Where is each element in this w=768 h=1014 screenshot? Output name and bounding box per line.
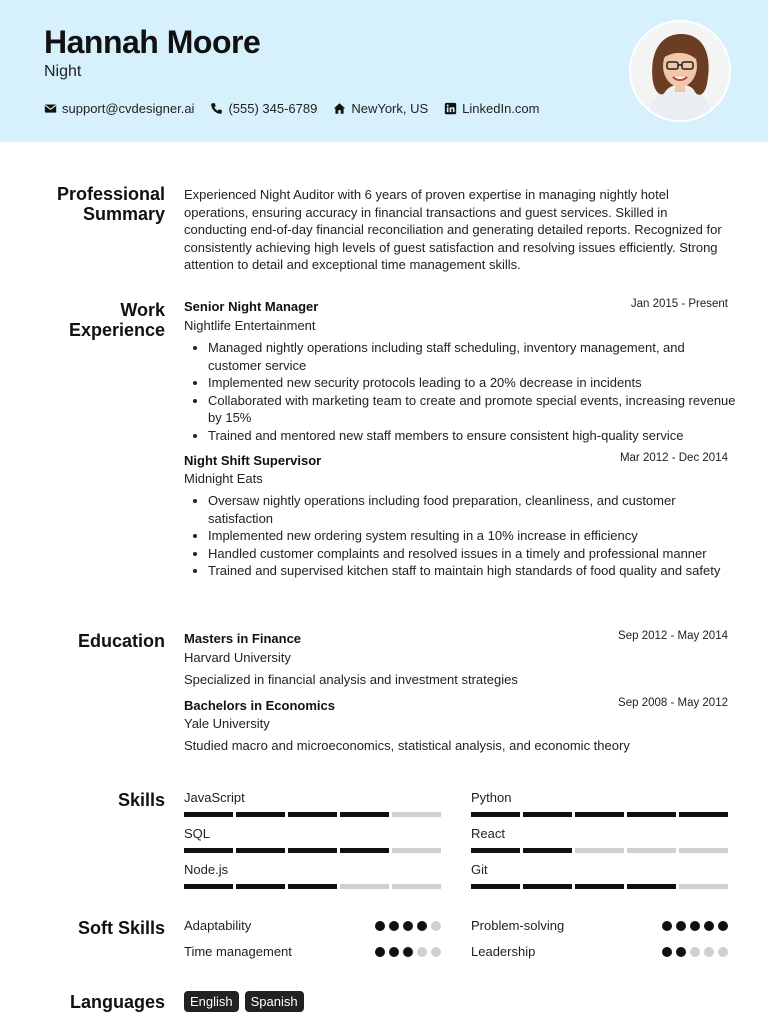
soft-skill-name: Problem-solving xyxy=(471,918,565,933)
skill-level-segment xyxy=(679,884,728,889)
skill-level-segment xyxy=(236,884,285,889)
rating-dot xyxy=(690,947,700,957)
education-date: Sep 2012 - May 2014 xyxy=(618,630,728,642)
education-description: Specialized in financial analysis and investment strategies xyxy=(184,672,518,687)
skill-level-bar xyxy=(184,884,441,889)
profile-photo xyxy=(629,20,731,122)
rating-dot xyxy=(417,947,427,957)
linkedin-icon xyxy=(444,102,457,115)
skill-item xyxy=(184,862,441,889)
skill-level-segment xyxy=(392,884,441,889)
summary-text: Experienced Night Auditor with 6 years of proven expertise in managing nightly hotel operations, ensuring accuracy in financial transactions and guest services. Skilled in conducting end-of-day financial reconciliation and generating detailed reports. Recognized for consistently achieving high levels of guest satisfaction and resolving issues efficiently. Strong attention to detail and exceptional time management skills. xyxy=(184,187,722,272)
job-bullets xyxy=(190,339,738,444)
skill-level-bar xyxy=(184,848,441,853)
rating-dot xyxy=(718,947,728,957)
skill-item xyxy=(184,790,441,817)
summary-title-line-2: Summary xyxy=(82,204,165,224)
soft-skill-item xyxy=(184,918,441,933)
soft-skill-item xyxy=(471,944,728,959)
list-item: • Handled customer complaints and resolved issues in a timely and professional manner xyxy=(208,545,738,563)
skill-item xyxy=(471,862,728,889)
skills-section-title: Skills xyxy=(117,790,165,810)
rating-dot xyxy=(389,947,399,957)
skill-item xyxy=(184,826,441,853)
skill-level-segment xyxy=(288,884,337,889)
portrait-illustration xyxy=(631,22,729,120)
contact-email[interactable] xyxy=(44,101,194,116)
language-tag: Spanish xyxy=(245,991,304,1012)
skill-name: SQL xyxy=(184,826,211,841)
list-item: • Implemented new security protocols leading to a 20% decrease in incidents xyxy=(208,374,738,392)
education-date: Sep 2008 - May 2012 xyxy=(618,697,728,709)
job-date: Jan 2015 - Present xyxy=(630,298,728,310)
skill-level-segment xyxy=(575,848,624,853)
summary-title-line-1: Professional xyxy=(56,184,165,204)
rating-dot xyxy=(431,921,441,931)
phone-text: (555) 345-6789 xyxy=(228,101,318,116)
rating-dot xyxy=(417,921,427,931)
rating-dot xyxy=(662,947,672,957)
language-list xyxy=(184,991,304,1012)
skill-level-bar xyxy=(471,884,728,889)
location-text: NewYork, US xyxy=(351,101,429,116)
list-item: • Managed nightly operations including staff scheduling, inventory management, and customer service xyxy=(208,339,738,374)
skill-level-segment xyxy=(523,848,572,853)
skill-level-bar xyxy=(471,848,728,853)
list-item: • Trained and supervised kitchen staff to maintain high standards of food quality and safety xyxy=(208,562,738,580)
rating-dot xyxy=(676,947,686,957)
soft-skill-item xyxy=(471,918,728,933)
list-item: • Collaborated with marketing team to create and promote special events, increasing revenue by 15% xyxy=(208,392,738,427)
rating-dot xyxy=(662,921,672,931)
skill-level-segment xyxy=(575,812,624,817)
skill-name: JavaScript xyxy=(184,790,245,805)
skill-name: Node.js xyxy=(184,862,229,877)
work-section-title xyxy=(5,300,165,340)
soft-skills-section-title: Soft Skills xyxy=(77,918,165,938)
rating-dot xyxy=(704,947,714,957)
summary-section-title xyxy=(5,184,165,224)
home-icon xyxy=(333,102,346,115)
skill-level-segment xyxy=(471,848,520,853)
skill-level-segment xyxy=(236,812,285,817)
list-item: • Oversaw nightly operations including food preparation, cleanliness, and customer satisfaction xyxy=(208,492,738,527)
phone-icon xyxy=(210,102,223,115)
rating-dot xyxy=(375,921,385,931)
rating-dot xyxy=(718,921,728,931)
skill-level-segment xyxy=(288,812,337,817)
languages-section-title: Languages xyxy=(69,992,165,1012)
skill-name: Git xyxy=(471,862,488,877)
rating-dot xyxy=(676,921,686,931)
candidate-role: Night xyxy=(44,63,82,80)
rating-dot xyxy=(690,921,700,931)
email-text: support@cvdesigner.ai xyxy=(62,101,195,116)
list-item: • Implemented new ordering system resulting in a 10% increase in efficiency xyxy=(208,527,738,545)
rating-dot xyxy=(403,921,413,931)
degree-title: Bachelors in Economics xyxy=(184,698,335,713)
skill-level-segment xyxy=(340,848,389,853)
soft-skill-name: Adaptability xyxy=(184,918,252,933)
soft-skill-name: Time management xyxy=(184,944,292,959)
skill-level-segment xyxy=(340,884,389,889)
job-date: Mar 2012 - Dec 2014 xyxy=(619,452,728,464)
contact-linkedin[interactable] xyxy=(444,101,539,116)
rating-dot xyxy=(389,921,399,931)
soft-skill-rating xyxy=(375,921,441,931)
skill-name: Python xyxy=(471,790,512,805)
degree-title: Masters in Finance xyxy=(184,631,302,646)
soft-skill-rating xyxy=(375,947,441,957)
language-tag: English xyxy=(184,991,239,1012)
skill-level-segment xyxy=(236,848,285,853)
soft-skill-rating xyxy=(662,921,728,931)
school-name: Yale University xyxy=(184,716,270,731)
skill-level-segment xyxy=(679,812,728,817)
skill-level-segment xyxy=(627,884,676,889)
envelope-icon xyxy=(44,102,57,115)
job-title: Senior Night Manager xyxy=(184,299,319,314)
contact-phone[interactable] xyxy=(210,101,317,116)
contact-list xyxy=(44,101,540,116)
skill-level-segment xyxy=(627,848,676,853)
rating-dot xyxy=(403,947,413,957)
skill-level-segment xyxy=(340,812,389,817)
rating-dot xyxy=(375,947,385,957)
skill-level-segment xyxy=(392,848,441,853)
job-bullets xyxy=(190,492,738,580)
job-company: Nightlife Entertainment xyxy=(184,318,316,333)
skill-level-segment xyxy=(523,812,572,817)
skill-level-segment xyxy=(184,848,233,853)
skill-level-segment xyxy=(184,884,233,889)
skill-level-segment xyxy=(471,812,520,817)
education-section-title: Education xyxy=(77,631,165,651)
candidate-name: Hannah Moore xyxy=(44,24,261,60)
job-title: Night Shift Supervisor xyxy=(184,453,322,468)
rating-dot xyxy=(431,947,441,957)
contact-location xyxy=(333,101,428,116)
education-description: Studied macro and microeconomics, statistical analysis, and economic theory xyxy=(184,738,630,753)
skill-level-segment xyxy=(184,812,233,817)
skill-level-bar xyxy=(471,812,728,817)
header xyxy=(0,0,768,142)
skill-level-bar xyxy=(184,812,441,817)
skill-item xyxy=(471,826,728,853)
list-item: • Trained and mentored new staff members to ensure consistent high-quality service xyxy=(208,427,738,445)
rating-dot xyxy=(704,921,714,931)
skill-level-segment xyxy=(392,812,441,817)
school-name: Harvard University xyxy=(184,650,291,665)
soft-skill-rating xyxy=(662,947,728,957)
skill-level-segment xyxy=(575,884,624,889)
linkedin-text: LinkedIn.com xyxy=(462,101,540,116)
job-company: Midnight Eats xyxy=(184,471,263,486)
skill-level-segment xyxy=(523,884,572,889)
skill-name: React xyxy=(471,826,505,841)
work-title-line-1: Work xyxy=(120,300,165,320)
skill-level-segment xyxy=(627,812,676,817)
soft-skill-name: Leadership xyxy=(471,944,536,959)
skill-level-segment xyxy=(288,848,337,853)
work-title-line-2: Experience xyxy=(68,320,165,340)
skill-item xyxy=(471,790,728,817)
soft-skill-item xyxy=(184,944,441,959)
skill-level-segment xyxy=(471,884,520,889)
skill-level-segment xyxy=(679,848,728,853)
